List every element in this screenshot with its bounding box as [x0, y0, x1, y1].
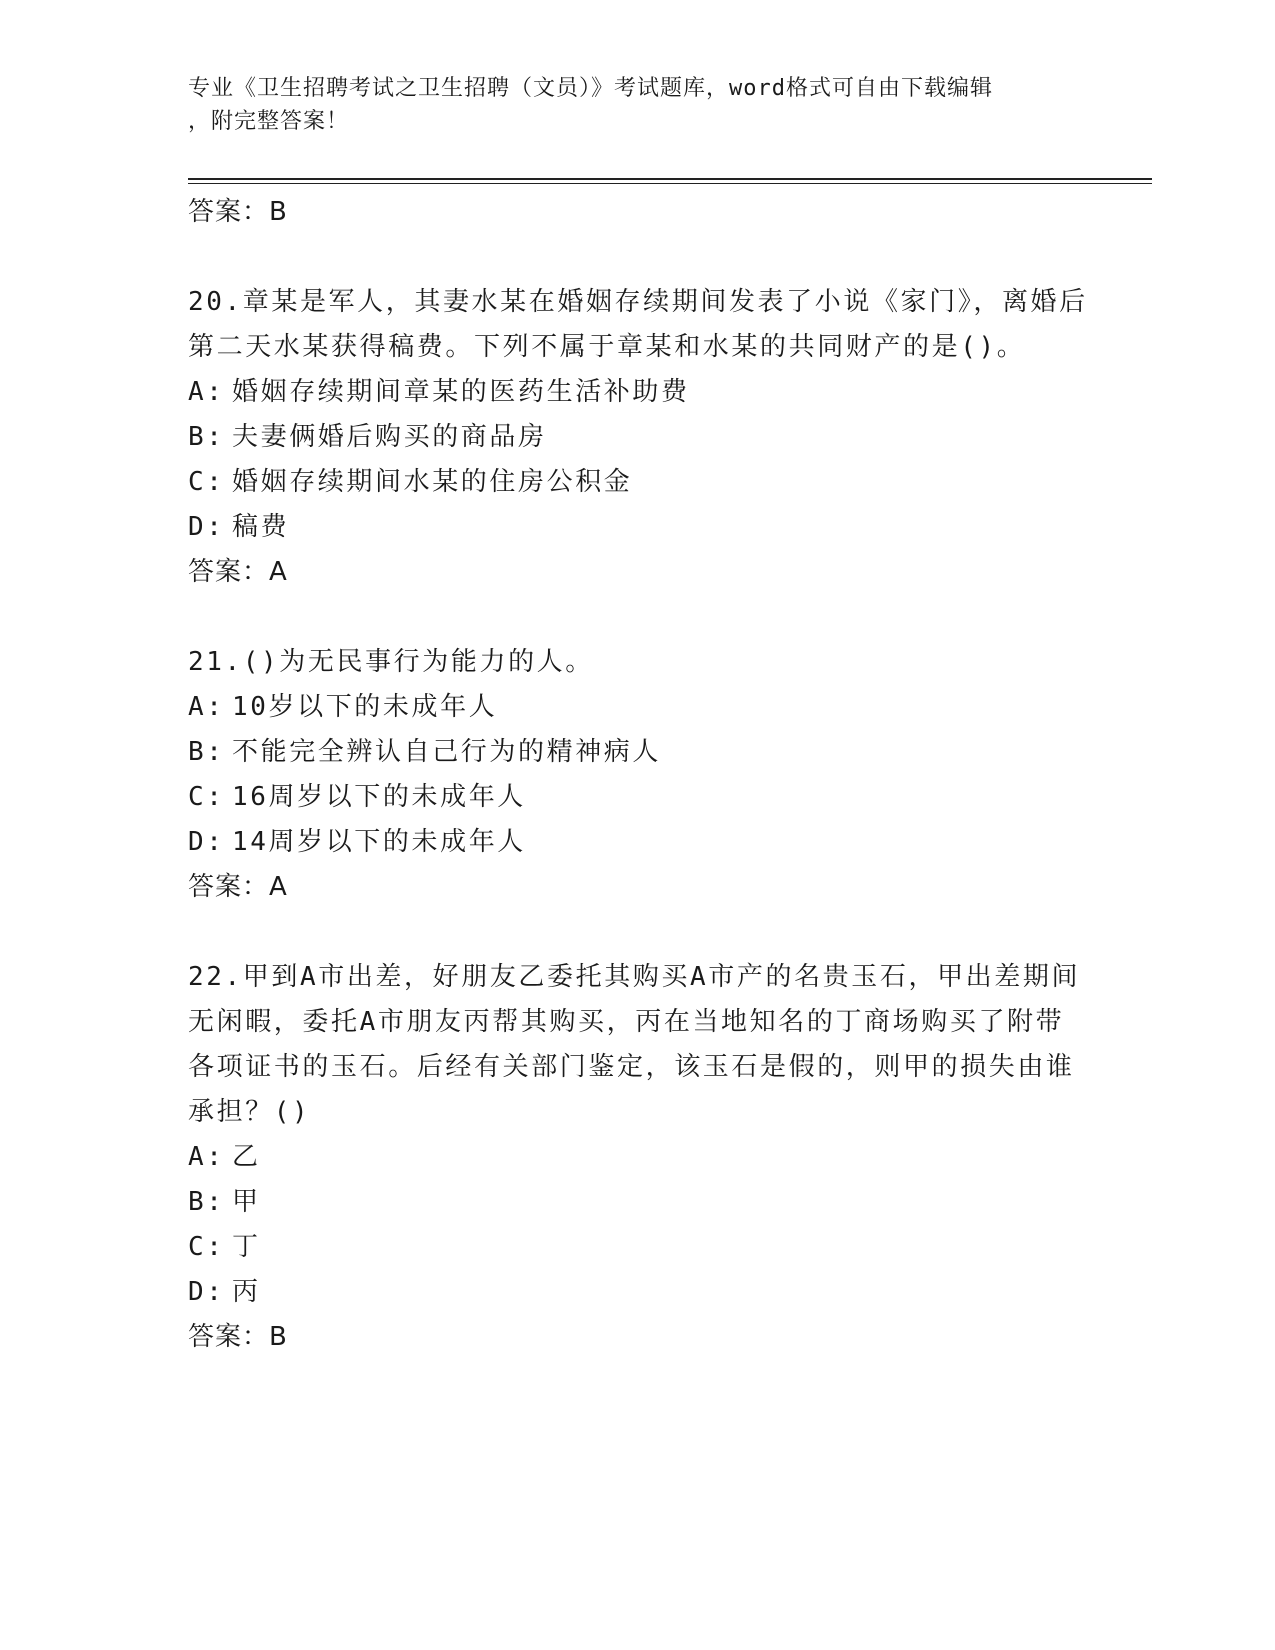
header-divider-thin	[188, 183, 1152, 184]
option-text: 婚姻存续期间章某的医药生活补助费	[232, 377, 690, 407]
option-text: 乙	[232, 1142, 261, 1172]
document-header	[188, 72, 1068, 138]
option-letter: B:	[188, 1187, 225, 1217]
option-letter: A:	[188, 377, 225, 407]
document-body	[188, 190, 1088, 1359]
option-letter: D:	[188, 1277, 225, 1307]
option-letter: C:	[188, 782, 225, 812]
option-letter: C:	[188, 1232, 225, 1262]
option-letter: D:	[188, 827, 225, 857]
option-letter: D:	[188, 512, 225, 542]
option-letter: A:	[188, 692, 225, 722]
answer-line: 答案：A	[188, 557, 288, 587]
option-text: 夫妻俩婚后购买的商品房	[232, 422, 547, 452]
answer-line: 答案：B	[188, 1322, 288, 1352]
option-text: 不能完全辨认自己行为的精神病人	[232, 737, 662, 767]
question-text: 22.甲到A市出差，好朋友乙委托其购买A市产的名贵玉石，甲出差期间无闲暇，委托A市朋友丙帮其购买，丙在当地知名的丁商场购买了附带各项证书的玉石。后经有关部门鉴定，该玉石是假的，则甲的损失由谁承担？()	[188, 962, 1081, 1127]
option-d	[188, 1270, 1088, 1315]
option-text: 稿费	[232, 512, 290, 542]
option-letter: B:	[188, 737, 225, 767]
option-b	[188, 1180, 1088, 1225]
option-a	[188, 1135, 1088, 1180]
option-text: 丁	[232, 1232, 261, 1262]
option-d	[188, 820, 1088, 865]
option-letter: A:	[188, 1142, 225, 1172]
option-d	[188, 505, 1088, 550]
header-line-1: 专业《卫生招聘考试之卫生招聘（文员）》考试题库，word格式可自由下载编辑	[188, 76, 993, 101]
question-text: 20.章某是军人，其妻水某在婚姻存续期间发表了小说《家门》，离婚后第二天水某获得稿费。下列不属于章某和水某的共同财产的是()。	[188, 287, 1088, 362]
option-c	[188, 1225, 1088, 1270]
answer-line: 答案：A	[188, 872, 288, 902]
option-b	[188, 415, 1088, 460]
option-letter: B:	[188, 422, 225, 452]
option-text: 丙	[232, 1277, 261, 1307]
option-letter: C:	[188, 467, 225, 497]
question-text: 21.()为无民事行为能力的人。	[188, 647, 594, 677]
option-text: 14周岁以下的未成年人	[232, 827, 526, 857]
option-c	[188, 460, 1088, 505]
question-21	[188, 640, 1088, 909]
question-20	[188, 280, 1088, 594]
option-text: 16周岁以下的未成年人	[232, 782, 526, 812]
option-c	[188, 775, 1088, 820]
option-a	[188, 370, 1088, 415]
option-a	[188, 685, 1088, 730]
option-b	[188, 730, 1088, 775]
previous-answer: 答案：B	[188, 197, 288, 227]
header-divider-thick	[188, 178, 1152, 180]
option-text: 婚姻存续期间水某的住房公积金	[232, 467, 633, 497]
question-22	[188, 955, 1088, 1359]
option-text: 10岁以下的未成年人	[232, 692, 498, 722]
header-line-2: ，附完整答案！	[188, 109, 350, 134]
option-text: 甲	[232, 1187, 261, 1217]
